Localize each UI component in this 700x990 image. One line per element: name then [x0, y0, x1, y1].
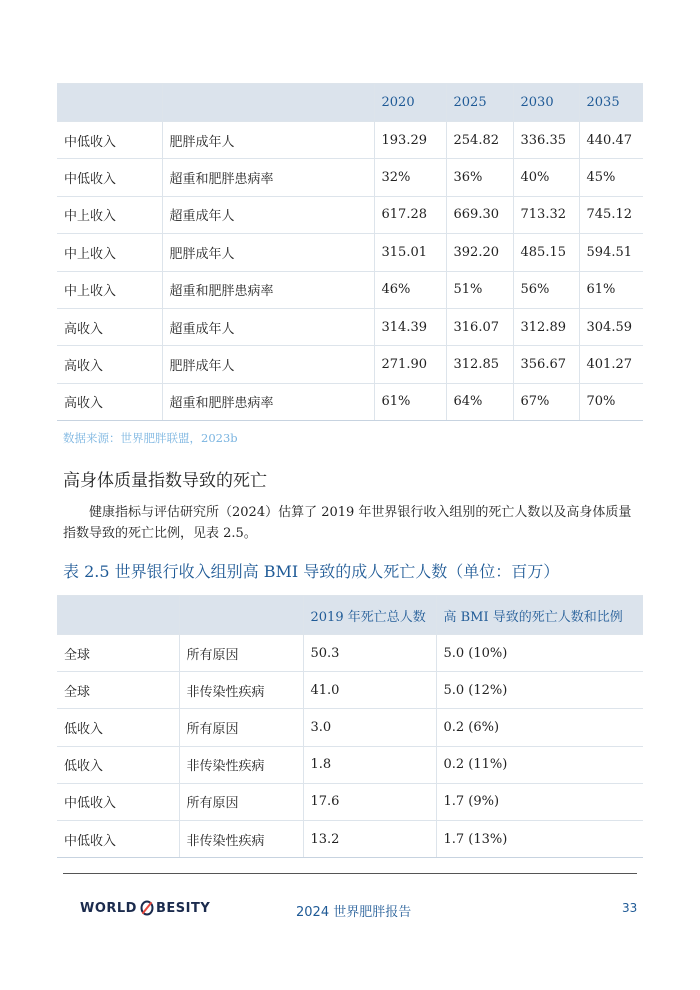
table-cell: 所有原因: [179, 635, 303, 672]
obesity-o-icon: [140, 900, 154, 916]
table-cell: 1.7 (9%): [436, 783, 643, 820]
table-cell: 中上收入: [57, 196, 162, 233]
table-row: [57, 122, 643, 159]
page-number: 33: [622, 901, 638, 915]
report-title: 2024 世界肥胖报告: [296, 905, 412, 920]
table-cell: 67%: [513, 383, 579, 420]
table-row: [57, 159, 643, 196]
table-cell: 所有原因: [179, 709, 303, 746]
header-cell: [179, 596, 303, 635]
table-cell: 超重和肥胖患病率: [162, 159, 374, 196]
source-note: 数据来源：世界肥胖联盟，2023b: [63, 431, 238, 445]
logo-text-right: BESITY: [155, 900, 211, 916]
table-cell: 271.90: [374, 346, 446, 383]
table-cell: 314.39: [374, 308, 446, 345]
header-cell: 2019 年死亡总人数: [303, 596, 436, 635]
header-cell: [57, 84, 162, 122]
table-row: [57, 308, 643, 345]
table-row: [57, 672, 643, 709]
table-cell: 5.0 (10%): [436, 635, 643, 672]
header-cell: [162, 84, 374, 122]
table-row: [57, 746, 643, 783]
table-cell: 312.89: [513, 308, 579, 345]
header-row: [57, 84, 643, 122]
table-cell: 304.59: [579, 308, 643, 345]
table-cell: 440.47: [579, 122, 643, 159]
deaths-table: [57, 595, 643, 858]
table-cell: 64%: [446, 383, 513, 420]
table-caption: 表 2.5 世界银行收入组别高 BMI 导致的成人死亡人数（单位：百万）: [63, 562, 560, 581]
table-cell: 617.28: [374, 196, 446, 233]
table-cell: 46%: [374, 271, 446, 308]
header-cell: 2025: [446, 84, 513, 122]
table-cell: 392.20: [446, 234, 513, 271]
header-cell: 2020: [374, 84, 446, 122]
table-cell: 40%: [513, 159, 579, 196]
table-cell: 45%: [579, 159, 643, 196]
table-cell: 非传染性疾病: [179, 820, 303, 857]
table-cell: 全球: [57, 672, 179, 709]
table-cell: 315.01: [374, 234, 446, 271]
table-cell: 非传染性疾病: [179, 746, 303, 783]
table-cell: 肥胖成年人: [162, 122, 374, 159]
table-cell: 41.0: [303, 672, 436, 709]
deaths-table-body: [57, 635, 643, 858]
table-cell: 56%: [513, 271, 579, 308]
projection-table-body: [57, 122, 643, 421]
header-cell: 2035: [579, 84, 643, 122]
table-cell: 0.2 (6%): [436, 709, 643, 746]
table-row: [57, 271, 643, 308]
section-heading: 高身体质量指数导致的死亡: [63, 471, 267, 491]
table-cell: 全球: [57, 635, 179, 672]
header-row: [57, 596, 643, 635]
table-cell: 17.6: [303, 783, 436, 820]
table-cell: 超重和肥胖患病率: [162, 271, 374, 308]
table-cell: 356.67: [513, 346, 579, 383]
table-cell: 32%: [374, 159, 446, 196]
table-row: [57, 346, 643, 383]
table-cell: 中上收入: [57, 234, 162, 271]
table-cell: 61%: [579, 271, 643, 308]
table-cell: 312.85: [446, 346, 513, 383]
table-row: [57, 234, 643, 271]
logo-text-left: WORLD: [80, 900, 137, 916]
table-cell: 低收入: [57, 746, 179, 783]
table-cell: 13.2: [303, 820, 436, 857]
footer-rule: [63, 873, 637, 874]
table-cell: 70%: [579, 383, 643, 420]
table-cell: 336.35: [513, 122, 579, 159]
table-cell: 594.51: [579, 234, 643, 271]
table-cell: 51%: [446, 271, 513, 308]
table-cell: 3.0: [303, 709, 436, 746]
table-cell: 61%: [374, 383, 446, 420]
table-cell: 中低收入: [57, 122, 162, 159]
table-cell: 193.29: [374, 122, 446, 159]
table-cell: 超重成年人: [162, 308, 374, 345]
table-cell: 669.30: [446, 196, 513, 233]
table-cell: 36%: [446, 159, 513, 196]
table-cell: 肥胖成年人: [162, 234, 374, 271]
table-cell: 5.0 (12%): [436, 672, 643, 709]
world-obesity-logo: [80, 900, 210, 916]
projection-table: [57, 83, 643, 421]
table-cell: 0.2 (11%): [436, 746, 643, 783]
table-row: [57, 709, 643, 746]
body-paragraph: 健康指标与评估研究所（2024）估算了 2019 年世界银行收入组别的死亡人数以及高身体质量指数导致的死亡比例，见表 2.5。: [63, 505, 632, 541]
projection-table-header: [57, 84, 643, 122]
table-cell: 401.27: [579, 346, 643, 383]
table-cell: 485.15: [513, 234, 579, 271]
table-cell: 高收入: [57, 383, 162, 420]
table-cell: 745.12: [579, 196, 643, 233]
table-cell: 非传染性疾病: [179, 672, 303, 709]
table-cell: 316.07: [446, 308, 513, 345]
header-cell: 2030: [513, 84, 579, 122]
table-row: [57, 635, 643, 672]
deaths-table-header: [57, 596, 643, 635]
table-cell: 超重成年人: [162, 196, 374, 233]
table-cell: 713.32: [513, 196, 579, 233]
table-cell: 所有原因: [179, 783, 303, 820]
table-cell: 中低收入: [57, 783, 179, 820]
table-cell: 中低收入: [57, 820, 179, 857]
table-cell: 高收入: [57, 308, 162, 345]
table-cell: 中上收入: [57, 271, 162, 308]
table-cell: 高收入: [57, 346, 162, 383]
header-cell: 高 BMI 导致的死亡人数和比例: [436, 596, 643, 635]
table-cell: 50.3: [303, 635, 436, 672]
table-cell: 中低收入: [57, 159, 162, 196]
table-cell: 肥胖成年人: [162, 346, 374, 383]
table-cell: 254.82: [446, 122, 513, 159]
header-cell: [57, 596, 179, 635]
table-cell: 超重和肥胖患病率: [162, 383, 374, 420]
table-cell: 1.8: [303, 746, 436, 783]
table-row: [57, 196, 643, 233]
table-row: [57, 820, 643, 857]
table-row: [57, 783, 643, 820]
table-cell: 低收入: [57, 709, 179, 746]
table-row: [57, 383, 643, 420]
table-cell: 1.7 (13%): [436, 820, 643, 857]
